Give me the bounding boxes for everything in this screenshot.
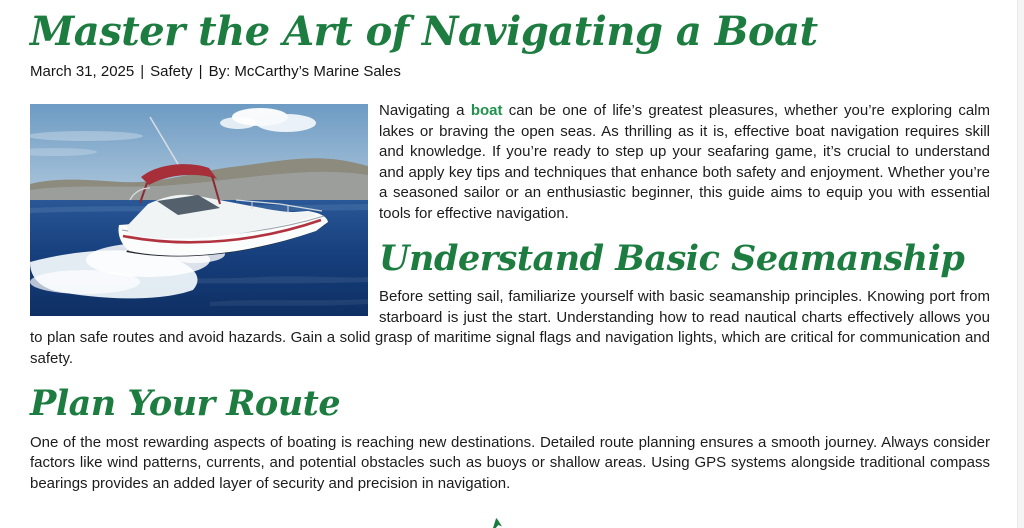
scrollbar[interactable] [1017, 0, 1024, 528]
intro-text-after: can be one of life’s greatest pleasures, whether you’re exploring calm lakes or braving the open seas. As thrilling as it is, effective boat navigation requires skill and knowledge. If you’re ready to step up your seafaring game, it’s crucial to understand and apply key tips and techniques that enhance both safety and enjoyment. Whether you’re a seasoned sailor or an enthusiastic beginner, this guide aims to equip you with essential tools for effective navigation. [379, 102, 990, 222]
seamanship-paragraph: Before setting sail, familiarize yourself with basic seamanship principles. Knowing port from starboard is just the start. Understanding how to read nautical charts effectively allows you to plan safe routes and avoid hazards. Gain a solid grasp of maritime signal flags and navigation lights, which are critical for communication and safety. [30, 288, 990, 367]
meta-date: March 31, 2025 [30, 63, 135, 80]
boat-link[interactable]: boat [470, 102, 503, 119]
boat-photo-illustration [30, 104, 368, 316]
meta-separator: | [198, 63, 203, 80]
route-paragraph: One of the most rewarding aspects of boating is reaching new destinations. Detailed route planning ensures a smooth journey. Always consider factors like wind patterns, currents, and potential obstacles such as buoys or shallow areas. Using GPS systems alongside traditional compass bearings provides an added layer of security and precision in navigation. [30, 433, 990, 492]
intro-text-before: Navigating a [379, 102, 471, 119]
page-title: Master the Art of Navigating a Boat [30, 8, 818, 55]
section-heading-route: Plan Your Route [30, 383, 341, 425]
article-meta [30, 63, 990, 80]
cutoff-next-heading-fragment [493, 518, 502, 528]
section-heading-seamanship: Understand Basic Seamanship [379, 238, 965, 279]
hero-boat-image [30, 104, 368, 316]
meta-category: Safety [150, 63, 193, 80]
meta-separator: | [140, 63, 145, 80]
meta-author: By: McCarthy’s Marine Sales [208, 63, 401, 80]
article-content [30, 101, 990, 494]
